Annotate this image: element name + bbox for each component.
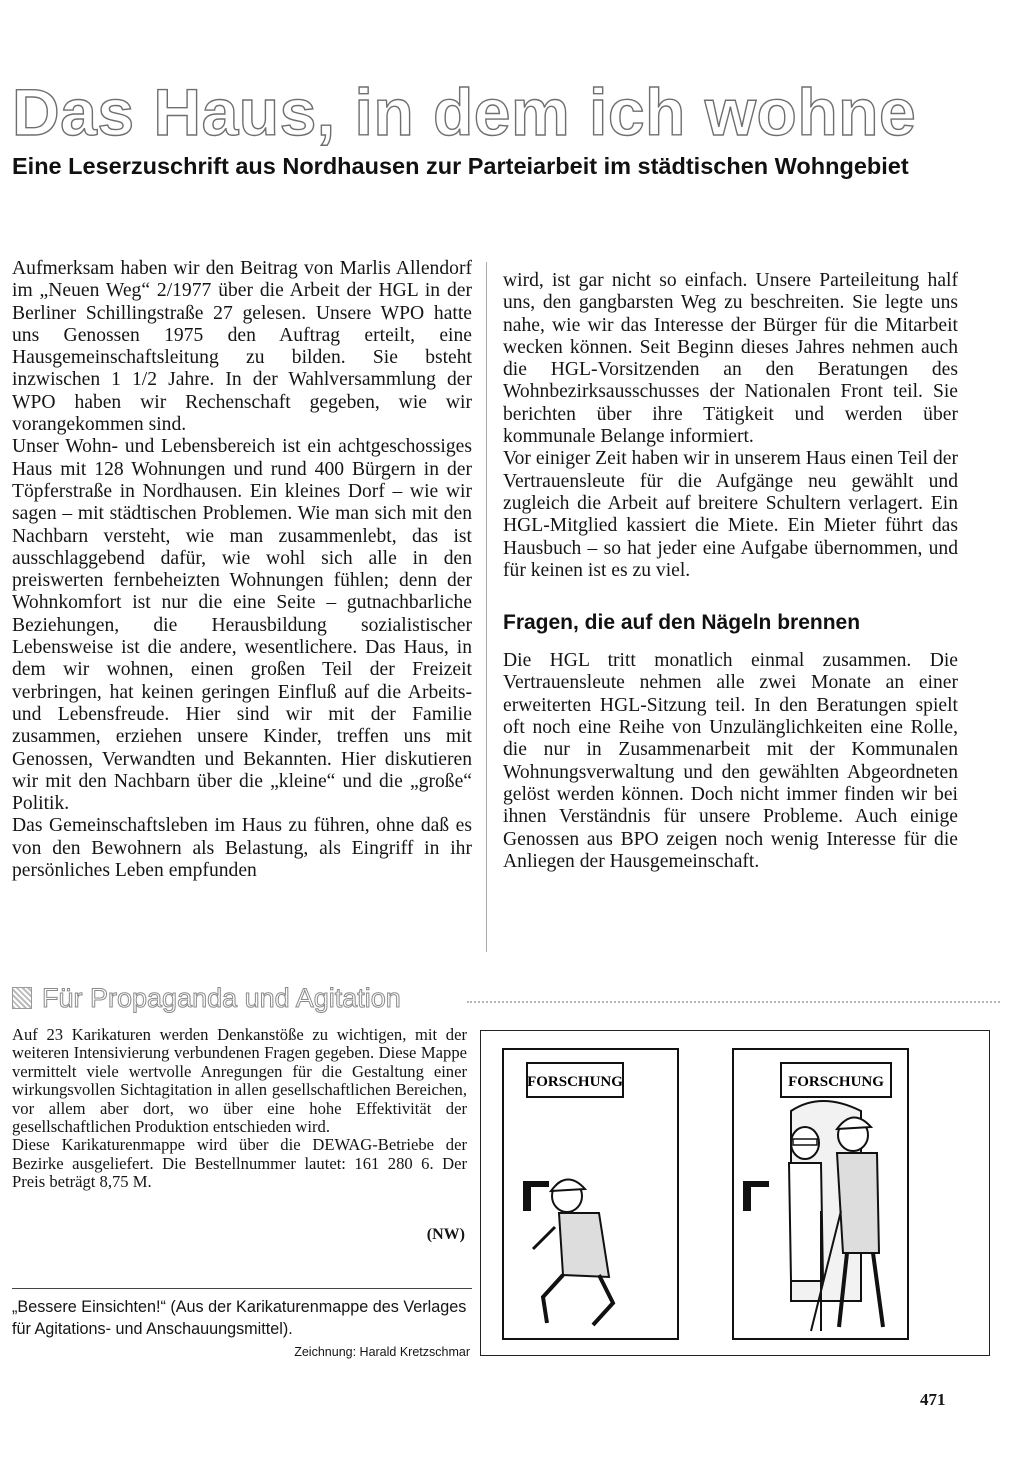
door-sign-left-text: FORSCHUNG [527, 1074, 623, 1090]
propaganda-paragraph: Auf 23 Karikaturen werden Denkanstöße zu wichtigen, mit der weiteren Intensivierung verbundenen Fragen gegeben. Diese Mappe vermittelt viele wertvolle Anregungen für die Gestaltung einer wirkungsvollen Sichtagitation in allen gesellschaftlichen Bereichen, vor allem aber dort, wo über eine hohe Effektivität der gesellschaftlichen Produktion entschieden wird. [12, 1025, 467, 1137]
scientist-head [791, 1127, 819, 1159]
drawing-credit: Zeichnung: Harald Kretzschmar [294, 1345, 470, 1359]
propaganda-section-header [12, 982, 1012, 1016]
article-paragraph: Aufmerksam haben wir den Beitrag von Marlis Allendorf im „Neuen Weg“ 2/1977 über die Arbeit der HGL in der Berliner Schillingstraße 27 gelesen. Unsere WPO hatte uns Genossen 1975 den Auftrag erteilt, eine Hausgemeinschaftsleitung zu bilden. Sie bsteht inzwischen 1 1/2 Jahre. In der Wahlversammlung der WPO haben wir Rechenschaft gegeben, wie wir vorangekommen sind. [12, 258, 472, 436]
door-sign-right-text: FORSCHUNG [788, 1074, 884, 1090]
cartoon-caption: „Bessere Einsichten!“ (Aus der Karikaturenmappe des Verlages für Agitations- und Anschauungsmittel). [12, 1298, 467, 1338]
article-title: Das Haus, in dem ich wohne [12, 75, 917, 149]
cartoon-drawing [481, 1031, 991, 1357]
column-divider [486, 262, 487, 952]
cartoon-panel-right [733, 1049, 908, 1339]
article-subtitle: Eine Leserzuschrift aus Nordhausen zur Parteiarbeit im städtischen Wohngebiet [12, 153, 909, 179]
page-number: 471 [920, 1390, 946, 1409]
article-paragraph: Die HGL tritt monatlich einmal zusammen. Die Vertrauensleute nehmen alle zwei Monate an einer erweiterten HGL-Sitzung teil. In den Beratungen spielt oft noch eine Reihe von Unzulänglichkeiten eine Rolle, die nur in Zusammenarbeit mit der Kommunalen Wohnungsverwaltung und den gewählten Abgeordneten gelöst werden können. Doch nicht immer finden wir bei ihnen Verständnis für unsere Probleme. Auch einige Genossen aus BPO zeigen noch wenig Interesse für die Anliegen der Hausgemeinschaft. [503, 650, 958, 872]
propaganda-paragraph: Diese Karikaturenmappe wird über die DEWAG-Betriebe der Bezirke ausgeliefert. Die Bestellnummer lautet: 161 280 6. Der Preis beträgt 8,75 M. [12, 1135, 467, 1192]
article-paragraph: Das Gemeinschaftsleben im Haus zu führen, ohne daß es von den Bewohnern als Belastung, als Eingriff in ihr persönliches Leben empfunden [12, 815, 472, 882]
propaganda-text [12, 1026, 467, 1192]
article-paragraph: Vor einiger Zeit haben wir in unserem Haus einen Teil der Vertrauensleute für die Aufgänge neu gewählt und zugleich die Arbeit auf breitere Schultern verlagert. Ein HGL-Mitglied kassiert die Miete. Ein Mieter führt das Hausbuch – so hat jeder eine Aufgabe übernommen, und für keinen ist es zu viel. [503, 448, 958, 581]
article-paragraph: Unser Wohn- und Lebensbereich ist ein achtgeschossiges Haus mit 128 Wohnungen und rund 400 Bürgern in der Töpferstraße in Nordhausen. Ein kleines Dorf – wie wir sagen – mit städtischen Problemen. Wie man sich mit den Nachbarn versteht, wie man zusammenlebt, das ist ausschlaggebend dafür, wie wohl sich alle in den preiswerten fernbeheizten Wohnungen fühlen; denn der Wohnkomfort ist nur die eine Seite – gutnachbarliche Beziehungen, die Herausbildung sozialistischer Lebensweise ist die andere, wesentlichere. Das Haus, in dem wir wohnen, einen großen Teil der Freizeit verbringen, hat keinen geringen Einfluß auf die Arbeits- und Lebensfreude. Hier sind wir mit der Familie zusammen, erziehen unsere Kinder, treffen uns mit Genossen, Verwandten und Bekannten. Hier diskutieren wir mit den Nachbarn über die „kleine“ und die „große“ Politik. [12, 436, 472, 815]
article-column-left [12, 258, 472, 882]
cartoon-illustration [480, 1030, 990, 1356]
author-signature: (NW) [426, 1226, 465, 1243]
caption-rule [12, 1288, 472, 1289]
article-subheading: Fragen, die auf den Nägeln brennen [503, 611, 861, 635]
cartoon-panel-left [503, 1049, 678, 1339]
dotted-rule [467, 1001, 1000, 1003]
section-marker-icon [12, 987, 32, 1009]
article-paragraph: wird, ist gar nicht so einfach. Unsere Parteileitung half uns, den gangbarsten Weg zu beschreiten. Sie legte uns nahe, wie wir das Interesse der Bürger für die Mitarbeit wecken können. Seit Beginn dieses Jahres nehmen auch die HGL-Vorsitzenden an den Beratungen des Wohnbezirksausschusses der Nationalen Front teil. Sie berichten über ihre Tätigkeit und werden über kommunale Belange informiert. [503, 270, 958, 448]
article-column-right [503, 270, 958, 873]
propaganda-section-title: Für Propaganda und Agitation [42, 983, 401, 1013]
